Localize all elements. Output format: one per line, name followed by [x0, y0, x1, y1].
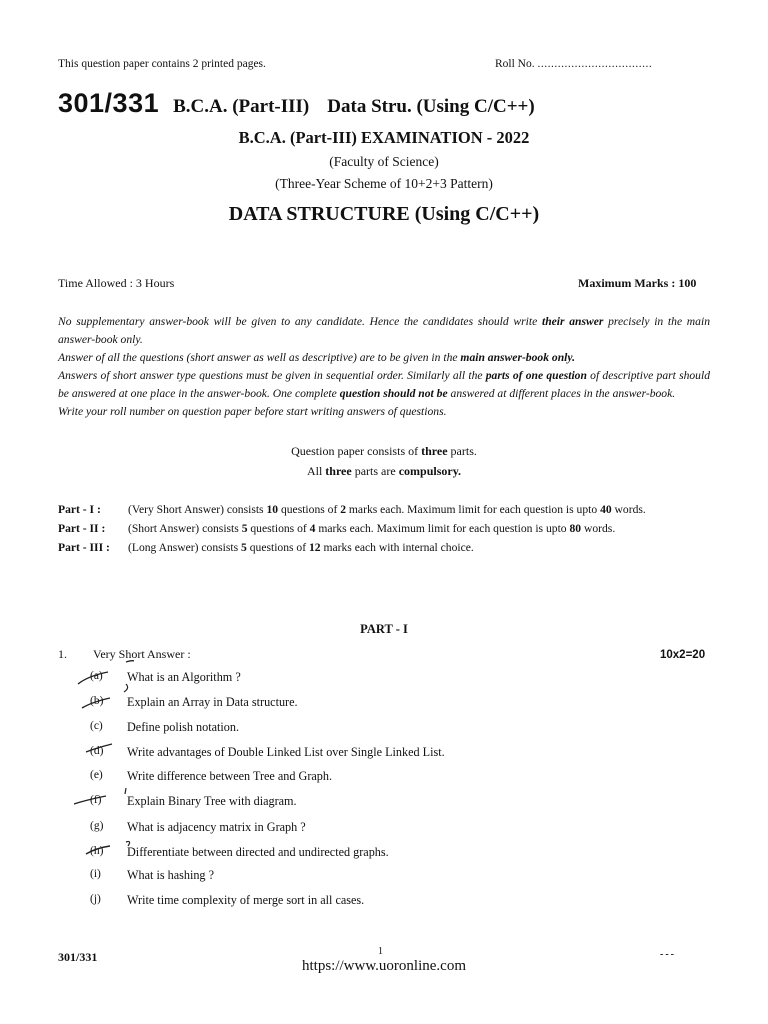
part-text: marks each with internal choice. — [320, 541, 474, 554]
paper-header — [58, 88, 535, 119]
part-count: 5 — [241, 522, 248, 535]
subquestion-label: (g) — [90, 820, 104, 832]
footer-paper-code: 301/331 — [58, 950, 98, 964]
subquestion-label: (e) — [90, 769, 103, 781]
parts-description — [58, 501, 718, 558]
part-marks: 12 — [308, 541, 321, 554]
roll-number-dots: .................................. — [537, 58, 653, 70]
footer-url: https://www.uoronline.com — [301, 958, 466, 974]
part-text: (Very Short Answer) consists — [128, 503, 267, 516]
part-marks: 2 — [340, 503, 347, 516]
instruction-text: answered at different places in the answer-book. — [447, 387, 676, 400]
maximum-marks: Maximum Marks : 100 — [578, 276, 697, 290]
subquestion-text: Explain an Array in Data structure. — [127, 695, 298, 709]
course-name: B.C.A. (Part-III) — [173, 96, 310, 117]
part-row — [58, 501, 718, 518]
subquestion-text: Write difference between Tree and Graph. — [127, 769, 333, 783]
instruction-1 — [58, 313, 710, 349]
part-text: (Short Answer) consists — [128, 522, 242, 535]
instruction-text: of descriptive part should be answered at one place in the answer-book. One complete — [58, 369, 711, 400]
instruction-2 — [58, 349, 710, 367]
part-text: questions of — [246, 541, 309, 554]
part-description — [128, 539, 718, 556]
part-description — [128, 520, 718, 537]
subquestion-label: (h) — [90, 845, 104, 857]
instruction-text: Answer of all the questions (short answer as well as descriptive) are to be given in the — [58, 351, 461, 364]
roll-number-label: Roll No. — [495, 58, 535, 70]
pen-stroke-mark — [78, 672, 108, 684]
footer-mark: --- — [660, 949, 676, 960]
roll-number-field — [495, 58, 652, 70]
note-text: parts. — [447, 444, 477, 458]
instruction-4: Write your roll number on question paper before start writing answers of questions. — [58, 405, 447, 418]
subquestion-label: (i) — [90, 868, 101, 880]
compulsory-note — [0, 464, 768, 479]
subject-title: DATA STRUCTURE (Using C/C++) — [228, 203, 540, 225]
subquestion-text: Define polish notation. — [127, 720, 240, 734]
pen-stroke-mark — [126, 842, 130, 847]
subquestion-text: What is an Algorithm ? — [127, 670, 241, 684]
exam-title: B.C.A. (Part-III) EXAMINATION - 2022 — [238, 128, 530, 147]
instruction-3 — [58, 367, 710, 403]
note-text: parts are — [351, 464, 399, 478]
time-allowed: Time Allowed : 3 Hours — [58, 276, 175, 290]
subquestion-text: What is hashing ? — [127, 868, 214, 882]
subquestion-label: (f) — [90, 794, 102, 806]
part-row — [58, 539, 718, 556]
scheme: (Three-Year Scheme of 10+2+3 Pattern) — [275, 176, 493, 191]
subquestion-text: Write advantages of Double Linked List over Single Linked List. — [127, 745, 445, 759]
part-word-limit: 80 — [569, 522, 582, 535]
part-text: marks each. Maximum limit for each question is upto — [315, 522, 570, 535]
faculty: (Faculty of Science) — [329, 154, 439, 169]
handwritten-marks — [74, 660, 134, 900]
instruction-text: precisely in the main answer-book only. — [58, 315, 710, 346]
printed-pages-note: This question paper contains 2 printed pages. — [58, 58, 266, 70]
pen-stroke-mark — [82, 698, 110, 708]
pen-stroke-mark — [124, 684, 128, 692]
part-text: questions of — [278, 503, 341, 516]
subject-short: Data Stru. (Using C/C++) — [327, 96, 535, 117]
paper-code: 301/331 — [58, 88, 160, 118]
part-text: (Long Answer) consists — [128, 541, 242, 554]
note-text: Question paper consists of — [291, 444, 422, 458]
note-emphasis: compulsory. — [398, 464, 462, 478]
part-marks: 4 — [309, 522, 316, 535]
subquestion-text: Write time complexity of merge sort in all cases. — [127, 893, 365, 907]
part-one-title: PART - I — [360, 622, 408, 636]
part-count: 10 — [266, 503, 279, 516]
note-emphasis: three — [421, 444, 448, 458]
question-marks: 10x2=20 — [660, 649, 706, 661]
pen-stroke-mark — [74, 796, 106, 804]
note-text: All — [306, 464, 326, 478]
subquestion-label: (b) — [90, 695, 104, 707]
page-number: 1 — [378, 946, 383, 957]
subquestion-label: (j) — [90, 893, 101, 905]
part-count: 5 — [241, 541, 247, 554]
part-text: questions of — [247, 522, 310, 535]
part-text: words. — [581, 522, 616, 535]
pen-stroke-mark — [86, 846, 110, 854]
subquestion-text: What is adjacency matrix in Graph ? — [127, 820, 306, 834]
part-label: Part - II : — [58, 522, 106, 535]
question-number: 1. — [58, 647, 67, 661]
subquestion-text: Explain Binary Tree with diagram. — [127, 794, 297, 808]
instruction-emphasis: main answer-book only. — [460, 351, 575, 364]
instruction-emphasis: their answer — [541, 315, 604, 328]
parts-count-note — [0, 444, 768, 459]
note-emphasis: three — [325, 464, 352, 478]
part-description — [128, 501, 718, 518]
subquestion-text: Differentiate between directed and undirected graphs. — [127, 845, 389, 859]
subquestion-label: (a) — [90, 670, 103, 682]
part-text: marks each. Maximum limit for each question is upto — [346, 503, 601, 516]
pen-stroke-mark — [86, 744, 112, 752]
pen-stroke-mark — [125, 788, 126, 794]
instruction-text: No supplementary answer-book will be given to any candidate. Hence the candidates should write — [58, 315, 542, 328]
instruction-text: Answers of short answer type questions must be given in sequential order. Similarly all the — [58, 369, 486, 382]
question-heading: Very Short Answer : — [93, 647, 191, 661]
part-label: Part - I : — [58, 503, 101, 516]
instructions — [58, 313, 710, 421]
part-label: Part - III : — [58, 541, 110, 554]
instruction-emphasis: parts of one question — [485, 369, 587, 382]
part-word-limit: 40 — [600, 503, 612, 516]
instruction-emphasis: question should not be — [339, 387, 448, 400]
subquestion-label: (d) — [90, 745, 104, 757]
part-text: words. — [611, 503, 646, 516]
pen-stroke-mark — [126, 661, 134, 663]
part-row — [58, 520, 718, 537]
subquestion-label: (c) — [90, 720, 103, 732]
